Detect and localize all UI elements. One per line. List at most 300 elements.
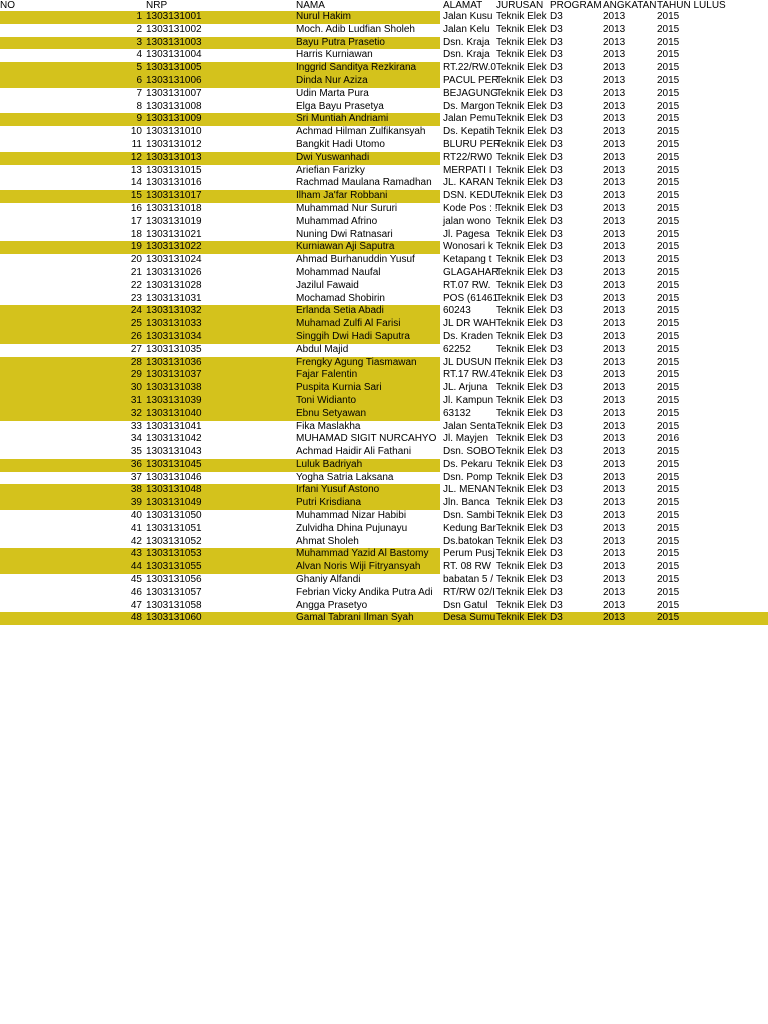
cell-nrp[interactable]: 1303131045 [146,458,202,470]
cell-alamat[interactable]: 63132 [443,407,471,419]
cell-no[interactable]: 46 [130,586,142,598]
cell-no[interactable]: 43 [130,548,142,560]
cell-alamat[interactable]: Jalan Pemu [443,113,496,125]
cell-nama[interactable]: Kurniawan Aji Saputra [296,241,395,253]
cell-program[interactable]: D3 [550,126,563,138]
cell-tahun-lulus[interactable]: 2015 [657,254,680,266]
cell-nama[interactable]: Ariefian Farizky [296,164,365,176]
cell-nama[interactable]: Irfani Yusuf Astono [296,484,380,496]
cell-angkatan[interactable]: 2013 [603,318,626,330]
cell-jurusan[interactable]: Teknik Elek [496,561,547,573]
cell-nama[interactable]: Luluk Badriyah [296,458,363,470]
cell-angkatan[interactable]: 2013 [603,522,626,534]
cell-nama[interactable]: Sri Muntiah Andriami [296,113,389,125]
cell-program[interactable]: D3 [550,113,563,125]
cell-jurusan[interactable]: Teknik Elek [496,100,547,112]
cell-tahun-lulus[interactable]: 2015 [657,394,680,406]
cell-nrp[interactable]: 1303131035 [146,343,202,355]
cell-jurusan[interactable]: Teknik Elek [496,535,547,547]
cell-nrp[interactable]: 1303131007 [146,87,202,99]
cell-angkatan[interactable]: 2013 [603,561,626,573]
cell-no[interactable]: 35 [130,446,142,458]
cell-alamat[interactable]: Dsn. Sambi [443,510,495,522]
cell-angkatan[interactable]: 2013 [603,254,626,266]
cell-nrp[interactable]: 1303131048 [146,484,202,496]
cell-jurusan[interactable]: Teknik Elek [496,407,547,419]
cell-nama[interactable]: Muhammad Yazid Al Bastomy [296,548,429,560]
cell-jurusan[interactable]: Teknik Elek [496,433,547,445]
cell-program[interactable]: D3 [550,36,563,48]
cell-program[interactable]: D3 [550,318,563,330]
cell-program[interactable]: D3 [550,356,563,368]
cell-angkatan[interactable]: 2013 [603,241,626,253]
cell-no[interactable]: 45 [130,574,142,586]
cell-no[interactable]: 18 [130,228,142,240]
cell-nrp[interactable]: 1303131017 [146,190,202,202]
cell-jurusan[interactable]: Teknik Elek [496,330,547,342]
cell-program[interactable]: D3 [550,330,563,342]
cell-alamat[interactable]: Perum Pusj [443,548,495,560]
cell-nama[interactable]: Muhamad Zulfi Al Farisi [296,318,401,330]
cell-angkatan[interactable]: 2013 [603,164,626,176]
cell-no[interactable]: 20 [130,254,142,266]
cell-program[interactable]: D3 [550,62,563,74]
cell-nrp[interactable]: 1303131004 [146,49,202,61]
cell-tahun-lulus[interactable]: 2015 [657,446,680,458]
cell-nrp[interactable]: 1303131003 [146,36,202,48]
cell-program[interactable]: D3 [550,612,563,624]
cell-angkatan[interactable]: 2013 [603,151,626,163]
cell-nama[interactable]: Dwi Yuswanhadi [296,151,370,163]
header-nama[interactable]: NAMA [296,0,325,11]
cell-jurusan[interactable]: Teknik Elek [496,266,547,278]
cell-program[interactable]: D3 [550,190,563,202]
cell-tahun-lulus[interactable]: 2015 [657,241,680,253]
cell-jurusan[interactable]: Teknik Elek [496,574,547,586]
cell-alamat[interactable]: Jl. Mayjen [443,433,489,445]
cell-tahun-lulus[interactable]: 2015 [657,369,680,381]
cell-jurusan[interactable]: Teknik Elek [496,87,547,99]
cell-angkatan[interactable]: 2013 [603,330,626,342]
cell-nama[interactable]: Muhammad Afrino [296,215,378,227]
cell-angkatan[interactable]: 2013 [603,177,626,189]
cell-nrp[interactable]: 1303131055 [146,561,202,573]
cell-nama[interactable]: Elga Bayu Prasetya [296,100,384,112]
cell-nama[interactable]: Achmad Hilman Zulfikansyah [296,126,426,138]
cell-no[interactable]: 5 [136,62,142,74]
cell-nama[interactable]: Frengky Agung Tiasmawan [296,356,417,368]
cell-angkatan[interactable]: 2013 [603,279,626,291]
cell-angkatan[interactable]: 2013 [603,394,626,406]
cell-nama[interactable]: Ahmad Burhanuddin Yusuf [296,254,415,266]
cell-jurusan[interactable]: Teknik Elek [496,228,547,240]
cell-tahun-lulus[interactable]: 2015 [657,164,680,176]
cell-program[interactable]: D3 [550,279,563,291]
cell-nrp[interactable]: 1303131008 [146,100,202,112]
cell-tahun-lulus[interactable]: 2015 [657,292,680,304]
cell-program[interactable]: D3 [550,471,563,483]
cell-nama[interactable]: Mohammad Naufal [296,266,381,278]
cell-nrp[interactable]: 1303131039 [146,394,202,406]
cell-tahun-lulus[interactable]: 2015 [657,330,680,342]
cell-program[interactable]: D3 [550,138,563,150]
cell-program[interactable]: D3 [550,254,563,266]
cell-nama[interactable]: Muhammad Nizar Habibi [296,510,407,522]
cell-tahun-lulus[interactable]: 2015 [657,497,680,509]
cell-program[interactable]: D3 [550,305,563,317]
cell-alamat[interactable]: BEJAGUNG [443,87,499,99]
cell-no[interactable]: 37 [130,471,142,483]
cell-program[interactable]: D3 [550,215,563,227]
cell-alamat[interactable]: Dsn Gatul [443,599,488,611]
cell-angkatan[interactable]: 2013 [603,87,626,99]
cell-alamat[interactable]: Dsn. Kraja [443,49,490,61]
cell-jurusan[interactable]: Teknik Elek [496,164,547,176]
cell-nrp[interactable]: 1303131046 [146,471,202,483]
cell-nama[interactable]: Fika Maslakha [296,420,361,432]
cell-no[interactable]: 24 [130,305,142,317]
cell-jurusan[interactable]: Teknik Elek [496,318,547,330]
cell-angkatan[interactable]: 2013 [603,369,626,381]
cell-no[interactable]: 30 [130,382,142,394]
cell-nrp[interactable]: 1303131036 [146,356,202,368]
cell-program[interactable]: D3 [550,23,563,35]
cell-jurusan[interactable]: Teknik Elek [496,394,547,406]
cell-alamat[interactable]: Desa Sumu [443,612,496,624]
cell-alamat[interactable]: Jalan Kelu [443,23,490,35]
cell-tahun-lulus[interactable]: 2015 [657,420,680,432]
cell-no[interactable]: 47 [130,599,142,611]
cell-nama[interactable]: Ghaniy Alfandi [296,574,361,586]
cell-no[interactable]: 12 [130,151,142,163]
header-no[interactable]: NO [0,0,15,11]
cell-nrp[interactable]: 1303131012 [146,138,202,150]
cell-angkatan[interactable]: 2013 [603,113,626,125]
cell-nrp[interactable]: 1303131028 [146,279,202,291]
cell-nrp[interactable]: 1303131006 [146,74,202,86]
cell-program[interactable]: D3 [550,497,563,509]
cell-alamat[interactable]: RT.22/RW.0 [443,62,496,74]
cell-angkatan[interactable]: 2013 [603,535,626,547]
cell-angkatan[interactable]: 2013 [603,266,626,278]
cell-nrp[interactable]: 1303131050 [146,510,202,522]
cell-alamat[interactable]: PACUL PER [443,74,499,86]
cell-nama[interactable]: Yogha Satria Laksana [296,471,394,483]
cell-nrp[interactable]: 1303131037 [146,369,202,381]
cell-nrp[interactable]: 1303131041 [146,420,202,432]
cell-nrp[interactable]: 1303131018 [146,202,202,214]
cell-angkatan[interactable]: 2013 [603,510,626,522]
cell-tahun-lulus[interactable]: 2015 [657,382,680,394]
cell-tahun-lulus[interactable]: 2015 [657,305,680,317]
cell-angkatan[interactable]: 2013 [603,190,626,202]
cell-program[interactable]: D3 [550,49,563,61]
cell-program[interactable]: D3 [550,599,563,611]
cell-no[interactable]: 32 [130,407,142,419]
cell-nama[interactable]: Abdul Majid [296,343,349,355]
cell-jurusan[interactable]: Teknik Elek [496,36,547,48]
cell-nama[interactable]: Rachmad Maulana Ramadhan [296,177,432,189]
cell-alamat[interactable]: Jalan Senta [443,420,496,432]
header-angkatan[interactable]: ANGKATAN [603,0,657,11]
cell-tahun-lulus[interactable]: 2015 [657,279,680,291]
cell-jurusan[interactable]: Teknik Elek [496,305,547,317]
cell-no[interactable]: 29 [130,369,142,381]
cell-angkatan[interactable]: 2013 [603,62,626,74]
cell-nama[interactable]: Zulvidha Dhina Pujunayu [296,522,408,534]
cell-no[interactable]: 28 [130,356,142,368]
cell-nama[interactable]: Fajar Falentin [296,369,358,381]
cell-nama[interactable]: Alvan Noris Wiji Fitryansyah [296,561,421,573]
cell-alamat[interactable]: Jln. Banca [443,497,490,509]
cell-tahun-lulus[interactable]: 2015 [657,510,680,522]
cell-no[interactable]: 6 [136,74,142,86]
cell-nrp[interactable]: 1303131034 [146,330,202,342]
cell-tahun-lulus[interactable]: 2015 [657,343,680,355]
cell-alamat[interactable]: 62252 [443,343,471,355]
header-tahun-lulus[interactable]: TAHUN LULUS [657,0,726,11]
cell-no[interactable]: 26 [130,330,142,342]
cell-tahun-lulus[interactable]: 2015 [657,74,680,86]
cell-program[interactable]: D3 [550,74,563,86]
cell-program[interactable]: D3 [550,548,563,560]
cell-alamat[interactable]: Wonosari k [443,241,493,253]
cell-nrp[interactable]: 1303131032 [146,305,202,317]
cell-alamat[interactable]: Ds. Kraden [443,330,494,342]
cell-nama[interactable]: Harris Kurniawan [296,49,373,61]
cell-angkatan[interactable]: 2013 [603,356,626,368]
cell-nrp[interactable]: 1303131060 [146,612,202,624]
cell-alamat[interactable]: Ds. Margon [443,100,495,112]
cell-no[interactable]: 1 [136,11,142,22]
cell-nrp[interactable]: 1303131057 [146,586,202,598]
cell-angkatan[interactable]: 2013 [603,138,626,150]
cell-alamat[interactable]: RT.17 RW.4 [443,369,496,381]
cell-jurusan[interactable]: Teknik Elek [496,522,547,534]
cell-alamat[interactable]: JL. MENAN [443,484,496,496]
cell-angkatan[interactable]: 2013 [603,433,626,445]
cell-jurusan[interactable]: Teknik Elek [496,458,547,470]
cell-alamat[interactable]: Dsn. Pomp [443,471,493,483]
cell-tahun-lulus[interactable]: 2015 [657,356,680,368]
cell-jurusan[interactable]: Teknik Elek [496,548,547,560]
cell-alamat[interactable]: Kedung Bar [443,522,496,534]
cell-jurusan[interactable]: Teknik Elek [496,138,547,150]
cell-angkatan[interactable]: 2013 [603,215,626,227]
cell-jurusan[interactable]: Teknik Elek [496,446,547,458]
cell-program[interactable]: D3 [550,241,563,253]
cell-nama[interactable]: Gamal Tabrani Ilman Syah [296,612,414,624]
cell-angkatan[interactable]: 2013 [603,407,626,419]
cell-no[interactable]: 14 [130,177,142,189]
cell-nrp[interactable]: 1303131053 [146,548,202,560]
cell-no[interactable]: 22 [130,279,142,291]
cell-nrp[interactable]: 1303131015 [146,164,202,176]
cell-alamat[interactable]: Jl. Kampun [443,394,494,406]
cell-tahun-lulus[interactable]: 2015 [657,407,680,419]
cell-jurusan[interactable]: Teknik Elek [496,202,547,214]
cell-angkatan[interactable]: 2013 [603,11,626,22]
cell-angkatan[interactable]: 2013 [603,599,626,611]
cell-program[interactable]: D3 [550,420,563,432]
cell-angkatan[interactable]: 2013 [603,497,626,509]
cell-jurusan[interactable]: Teknik Elek [496,612,547,624]
cell-nrp[interactable]: 1303131013 [146,151,202,163]
cell-angkatan[interactable]: 2013 [603,586,626,598]
cell-no[interactable]: 13 [130,164,142,176]
cell-no[interactable]: 25 [130,318,142,330]
cell-tahun-lulus[interactable]: 2015 [657,522,680,534]
cell-no[interactable]: 33 [130,420,142,432]
cell-jurusan[interactable]: Teknik Elek [496,177,547,189]
cell-nama[interactable]: Febrian Vicky Andika Putra Adi [296,586,433,598]
cell-jurusan[interactable]: Teknik Elek [496,126,547,138]
cell-jurusan[interactable]: Teknik Elek [496,510,547,522]
cell-alamat[interactable]: RT22/RW0 [443,151,493,163]
cell-nrp[interactable]: 1303131009 [146,113,202,125]
cell-jurusan[interactable]: Teknik Elek [496,279,547,291]
cell-no[interactable]: 9 [136,113,142,125]
cell-angkatan[interactable]: 2013 [603,343,626,355]
cell-jurusan[interactable]: Teknik Elek [496,586,547,598]
cell-nama[interactable]: Singgih Dwi Hadi Saputra [296,330,410,342]
cell-no[interactable]: 17 [130,215,142,227]
cell-tahun-lulus[interactable]: 2015 [657,599,680,611]
cell-alamat[interactable]: POS (61461 [443,292,499,304]
cell-alamat[interactable]: Ds. Pekaru [443,458,493,470]
cell-angkatan[interactable]: 2013 [603,228,626,240]
cell-program[interactable]: D3 [550,407,563,419]
cell-program[interactable]: D3 [550,382,563,394]
cell-nama[interactable]: MUHAMAD SIGIT NURCAHYO [296,433,437,445]
cell-program[interactable]: D3 [550,510,563,522]
cell-alamat[interactable]: babatan 5 / [443,574,494,586]
cell-alamat[interactable]: Ds.batokan [443,535,494,547]
cell-nrp[interactable]: 1303131033 [146,318,202,330]
cell-no[interactable]: 23 [130,292,142,304]
cell-nrp[interactable]: 1303131058 [146,599,202,611]
cell-program[interactable]: D3 [550,11,563,22]
cell-program[interactable]: D3 [550,292,563,304]
cell-program[interactable]: D3 [550,266,563,278]
cell-no[interactable]: 3 [136,36,142,48]
cell-angkatan[interactable]: 2013 [603,100,626,112]
cell-jurusan[interactable]: Teknik Elek [496,23,547,35]
cell-jurusan[interactable]: Teknik Elek [496,151,547,163]
cell-nama[interactable]: Puspita Kurnia Sari [296,382,382,394]
cell-angkatan[interactable]: 2013 [603,484,626,496]
cell-program[interactable]: D3 [550,574,563,586]
cell-nrp[interactable]: 1303131024 [146,254,202,266]
cell-tahun-lulus[interactable]: 2015 [657,138,680,150]
cell-tahun-lulus[interactable]: 2015 [657,23,680,35]
cell-jurusan[interactable]: Teknik Elek [496,292,547,304]
cell-jurusan[interactable]: Teknik Elek [496,420,547,432]
cell-nama[interactable]: Mochamad Shobirin [296,292,385,304]
cell-angkatan[interactable]: 2013 [603,548,626,560]
cell-program[interactable]: D3 [550,433,563,445]
cell-program[interactable]: D3 [550,100,563,112]
cell-alamat[interactable]: RT.07 RW. [443,279,491,291]
cell-tahun-lulus[interactable]: 2015 [657,612,680,624]
cell-alamat[interactable]: BLURU PER [443,138,501,150]
cell-jurusan[interactable]: Teknik Elek [496,215,547,227]
cell-nama[interactable]: Dinda Nur Aziza [296,74,368,86]
cell-angkatan[interactable]: 2013 [603,23,626,35]
cell-nama[interactable]: Inggrid Sanditya Rezkirana [296,62,417,74]
cell-nama[interactable]: Muhammad Nur Sururi [296,202,398,214]
cell-nama[interactable]: Bangkit Hadi Utomo [296,138,385,150]
cell-alamat[interactable]: GLAGAHAR [443,266,499,278]
cell-alamat[interactable]: JL DR WAH [443,318,497,330]
cell-alamat[interactable]: JL DUSUN I [443,356,498,368]
cell-alamat[interactable]: Ketapang t [443,254,492,266]
cell-angkatan[interactable]: 2013 [603,471,626,483]
cell-tahun-lulus[interactable]: 2015 [657,49,680,61]
cell-no[interactable]: 16 [130,202,142,214]
cell-alamat[interactable]: RT/RW 02/I [443,586,495,598]
cell-tahun-lulus[interactable]: 2015 [657,62,680,74]
cell-tahun-lulus[interactable]: 2015 [657,228,680,240]
cell-tahun-lulus[interactable]: 2015 [657,100,680,112]
cell-nama[interactable]: Jazilul Fawaid [296,279,359,291]
cell-no[interactable]: 39 [130,497,142,509]
cell-no[interactable]: 38 [130,484,142,496]
cell-program[interactable]: D3 [550,561,563,573]
cell-jurusan[interactable]: Teknik Elek [496,74,547,86]
cell-program[interactable]: D3 [550,228,563,240]
cell-tahun-lulus[interactable]: 2015 [657,318,680,330]
cell-alamat[interactable]: jalan wono [443,215,491,227]
cell-nrp[interactable]: 1303131016 [146,177,202,189]
header-alamat[interactable]: ALAMAT [443,0,483,11]
cell-nama[interactable]: Putri Krisdiana [296,497,362,509]
cell-no[interactable]: 27 [130,343,142,355]
cell-no[interactable]: 44 [130,561,142,573]
cell-program[interactable]: D3 [550,164,563,176]
cell-no[interactable]: 36 [130,458,142,470]
cell-nama[interactable]: Ilham Ja'far Robbani [296,190,388,202]
cell-alamat[interactable]: DSN. KEDU [443,190,498,202]
cell-nrp[interactable]: 1303131031 [146,292,202,304]
cell-tahun-lulus[interactable]: 2015 [657,126,680,138]
cell-tahun-lulus[interactable]: 2015 [657,484,680,496]
cell-jurusan[interactable]: Teknik Elek [496,254,547,266]
header-jurusan[interactable]: JURUSAN [496,0,544,11]
cell-angkatan[interactable]: 2013 [603,74,626,86]
cell-nrp[interactable]: 1303131042 [146,433,202,445]
cell-nama[interactable]: Angga Prasetyo [296,599,368,611]
cell-nama[interactable]: Nurul Hakim [296,11,352,22]
cell-nrp[interactable]: 1303131022 [146,241,202,253]
cell-nrp[interactable]: 1303131002 [146,23,202,35]
cell-no[interactable]: 40 [130,510,142,522]
cell-program[interactable]: D3 [550,535,563,547]
cell-angkatan[interactable]: 2013 [603,49,626,61]
cell-angkatan[interactable]: 2013 [603,292,626,304]
cell-alamat[interactable]: Dsn. SOBO [443,446,496,458]
cell-jurusan[interactable]: Teknik Elek [496,113,547,125]
cell-nama[interactable]: Ahmat Sholeh [296,535,359,547]
cell-angkatan[interactable]: 2013 [603,305,626,317]
cell-jurusan[interactable]: Teknik Elek [496,343,547,355]
cell-alamat[interactable]: JL. Arjuna [443,382,488,394]
cell-nrp[interactable]: 1303131051 [146,522,202,534]
cell-nrp[interactable]: 1303131001 [146,11,202,22]
cell-jurusan[interactable]: Teknik Elek [496,356,547,368]
cell-tahun-lulus[interactable]: 2015 [657,458,680,470]
cell-program[interactable]: D3 [550,446,563,458]
